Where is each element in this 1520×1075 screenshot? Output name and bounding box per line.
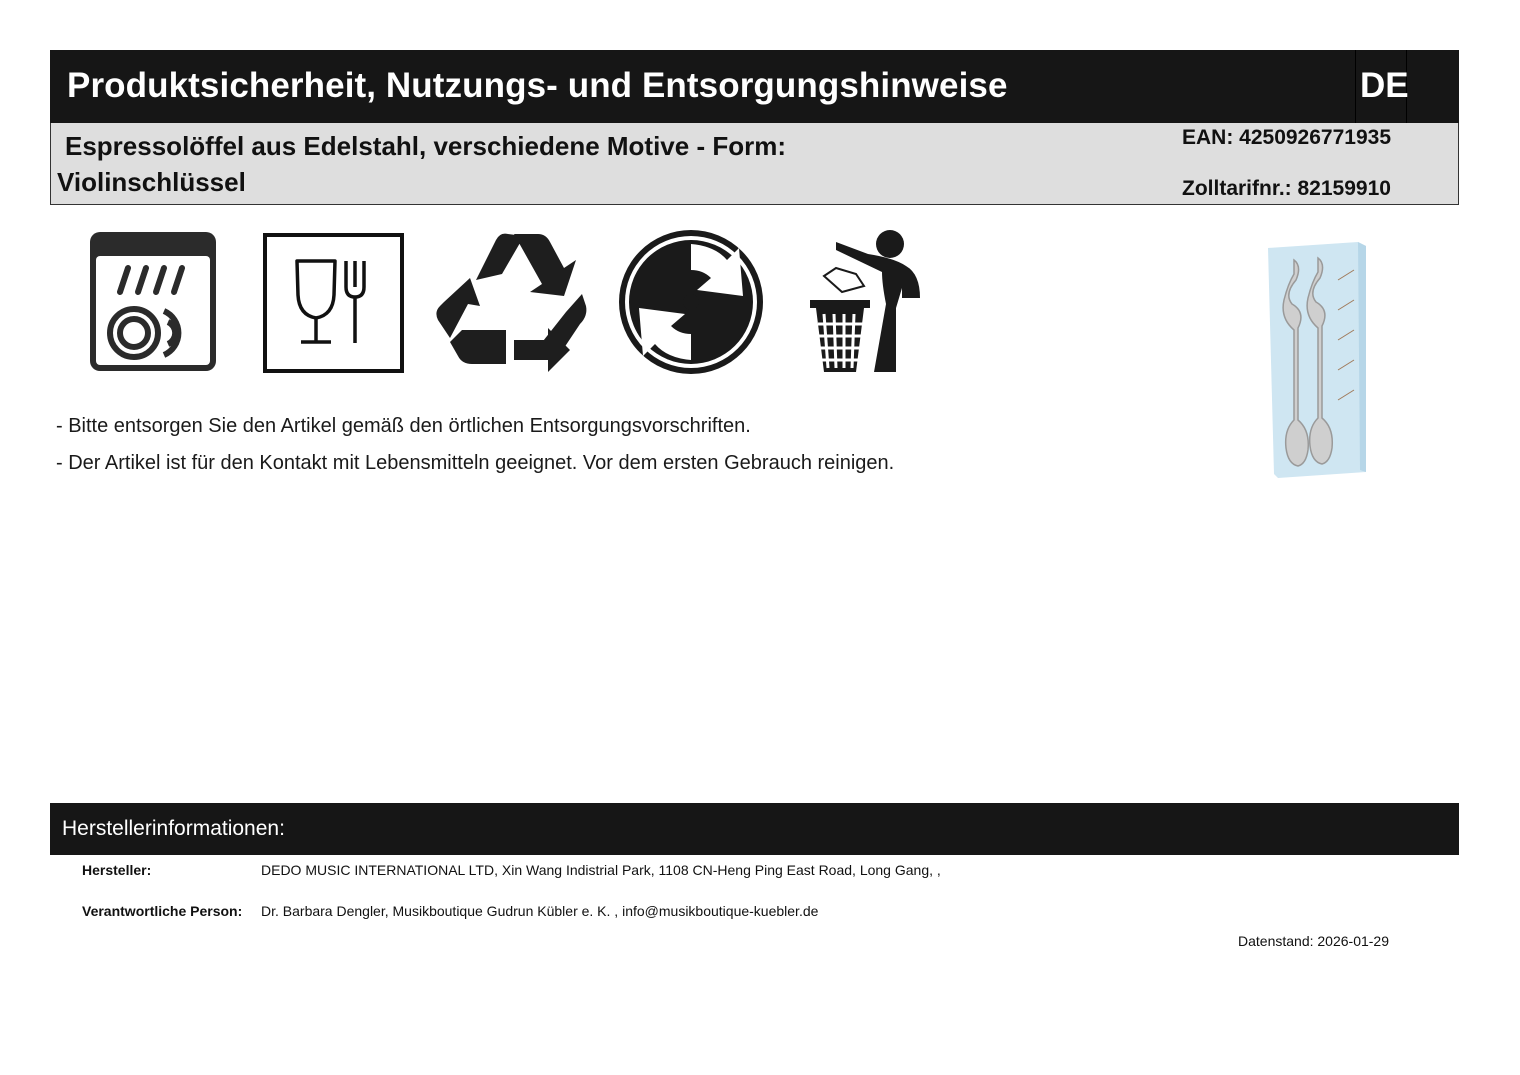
manufacturer-label: Hersteller: xyxy=(82,862,152,878)
manufacturer-header-bar xyxy=(50,803,1459,855)
tidyman-icon xyxy=(806,228,926,374)
disposal-note: - Bitte entsorgen Sie den Artikel gemäß den örtlichen Entsorgungsvorschriften. xyxy=(56,415,751,437)
data-date: Datenstand: 2026-01-29 xyxy=(1238,933,1389,949)
manufacturer-heading: Herstellerinformationen: xyxy=(62,817,285,840)
food-contact-note: - Der Artikel ist für den Kontakt mit Lebensmitteln geeignet. Vor dem ersten Gebrauch reinigen. xyxy=(56,452,895,474)
manufacturer-value: DEDO MUSIC INTERNATIONAL LTD, Xin Wang Indistrial Park, 1108 CN-Heng Ping East Road, Long Gang, , xyxy=(261,862,941,878)
responsible-person-label: Verantwortliche Person: xyxy=(82,903,243,919)
product-name-line1: Espressolöffel aus Edelstahl, verschiedene Motive - Form: xyxy=(65,131,786,161)
dishwasher-safe-icon xyxy=(88,230,218,373)
language-code: DE xyxy=(1360,66,1409,105)
food-safe-icon xyxy=(263,233,404,373)
ean-number: EAN: 4250926771935 xyxy=(1182,126,1391,149)
customs-tariff-number: Zolltarifnr.: 82159910 xyxy=(1182,177,1391,200)
page-title: Produktsicherheit, Nutzungs- und Entsorgungshinweise xyxy=(67,66,1008,105)
product-image xyxy=(1266,240,1376,480)
responsible-person-value: Dr. Barbara Dengler, Musikboutique Gudrun Kübler e. K. , info@musikboutique-kuebler.de xyxy=(261,903,819,919)
product-info-bar xyxy=(50,123,1459,205)
green-dot-icon xyxy=(615,226,767,378)
product-name-line2: Violinschlüssel xyxy=(57,167,246,197)
title-bar xyxy=(50,50,1459,123)
recycling-icon xyxy=(436,230,588,374)
